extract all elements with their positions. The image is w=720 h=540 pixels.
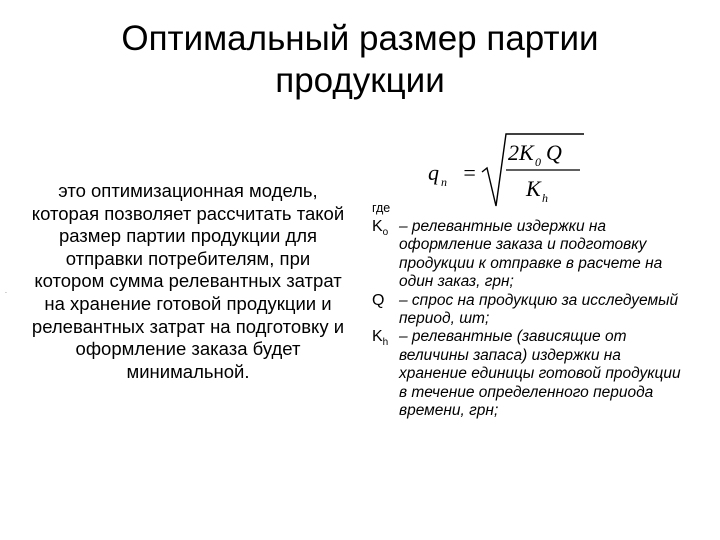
formula-numerator-sub: 0	[535, 155, 541, 169]
symbol-letter: K	[372, 328, 383, 346]
formula-graphic	[426, 128, 586, 210]
formula-numerator-tail: Q	[546, 140, 562, 165]
bullet-mark: .	[5, 288, 7, 295]
formula-equals: =	[462, 160, 477, 185]
legend-item-ko	[372, 218, 692, 292]
legend-description: – релевантные издержки на оформление заказа и подготовку продукции к отправке в расчете на один заказ, грн;	[399, 218, 663, 291]
symbol-sub: o	[382, 227, 389, 239]
symbol-sub: h	[382, 337, 389, 349]
legend-symbol	[372, 328, 399, 420]
legend-symbol	[372, 292, 399, 329]
symbol-letter: Q	[372, 291, 385, 309]
slide-title: Оптимальный размер партии продукции	[121, 19, 599, 100]
legend-description: – спрос на продукцию за исследуемый период, шт;	[399, 291, 679, 328]
formula-denominator: K	[526, 176, 541, 201]
formula-lhs-sub: n	[441, 175, 447, 189]
formula	[426, 128, 586, 210]
legend-item-kh	[372, 328, 692, 420]
definition-text: это оптимизационная модель, которая позволяет рассчитать такой размер партии продукции для отправки потребителям, при котором сумма релевантных затрат на хранение готовой продукции и релевантных затрат на подготовку и оформление заказа будет минимальной.	[31, 180, 345, 382]
legend-symbol	[372, 218, 399, 292]
symbol-letter: K	[372, 218, 383, 235]
legend-description: – релевантные (зависящие от величины запаса) издержки на хранение единицы готовой продукции в течение определенного периода времени, грн;	[399, 328, 681, 420]
legend-intro: где	[372, 201, 391, 215]
legend-item-q	[372, 292, 692, 329]
formula-lhs: q	[428, 160, 439, 185]
formula-numerator: 2K	[508, 140, 534, 165]
legend	[372, 200, 692, 420]
formula-denominator-sub: h	[542, 191, 548, 205]
